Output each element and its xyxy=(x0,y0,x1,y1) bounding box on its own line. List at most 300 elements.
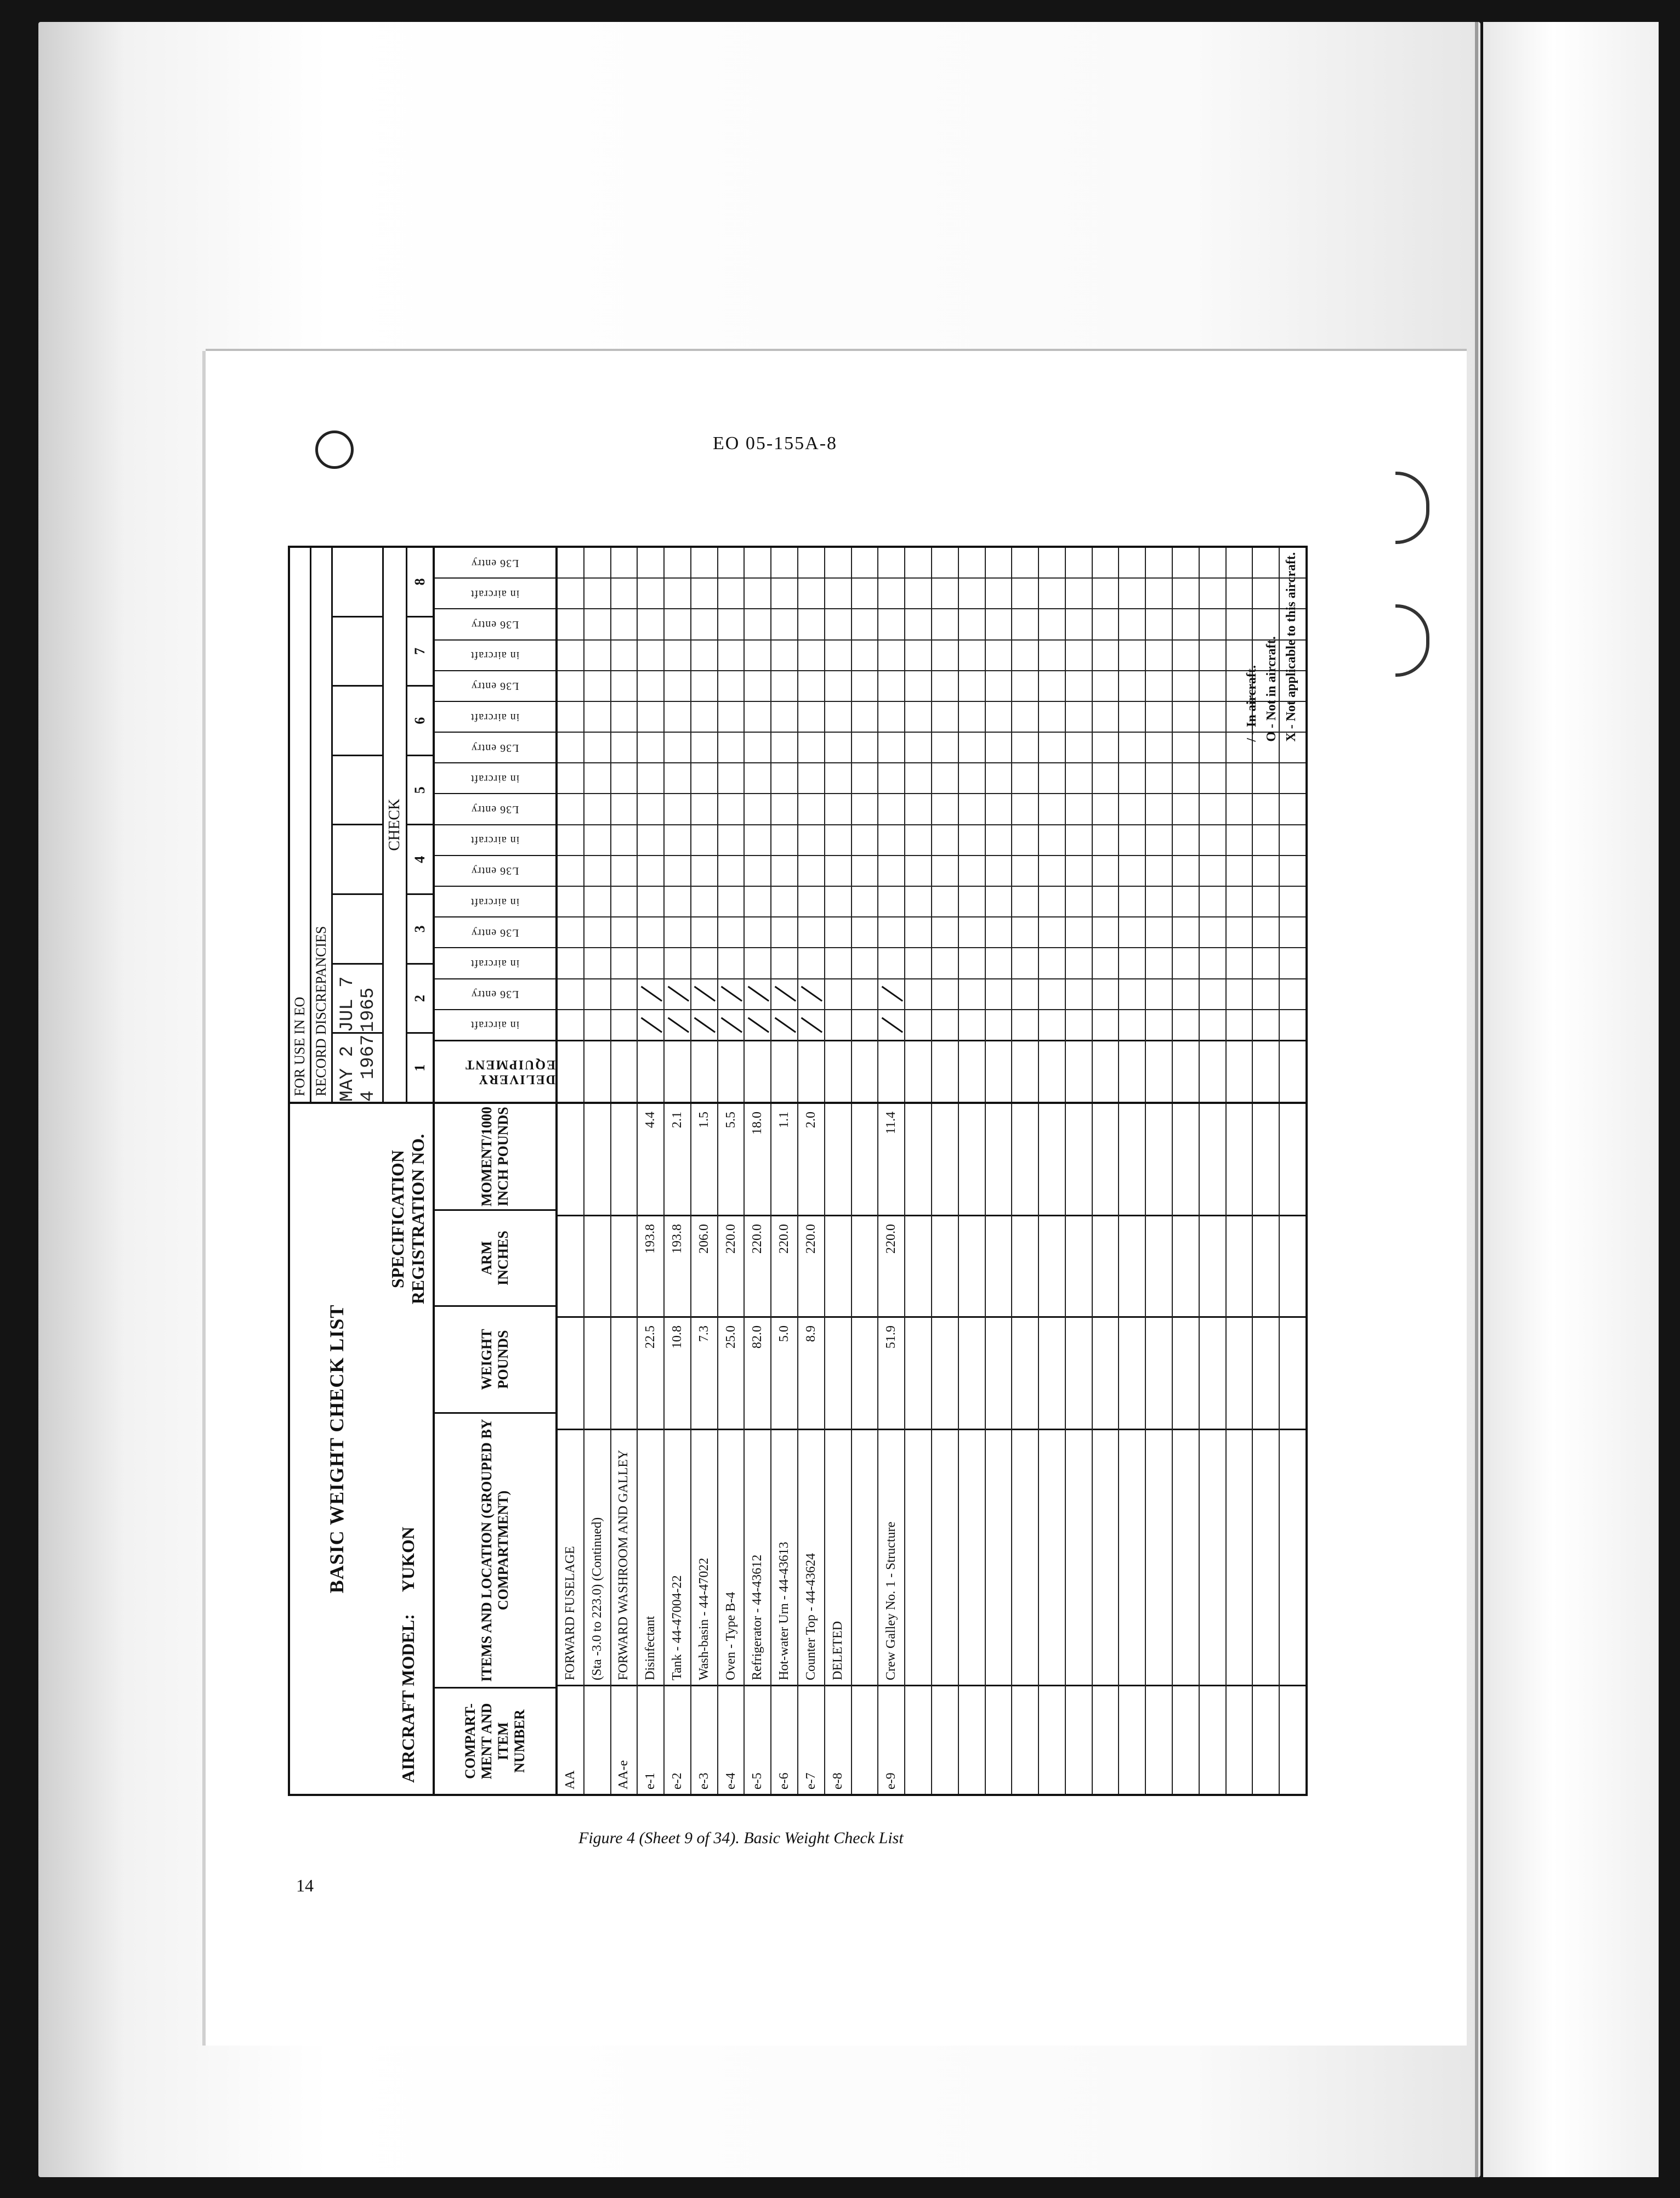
check-cell[interactable] xyxy=(932,548,958,577)
check-cell[interactable] xyxy=(986,916,1012,947)
check-cell[interactable] xyxy=(771,670,797,701)
check-cell[interactable] xyxy=(1227,762,1252,793)
check-cell[interactable] xyxy=(1227,886,1252,916)
check-cell[interactable] xyxy=(1200,916,1225,947)
check-cell[interactable] xyxy=(1066,947,1092,978)
check-cell[interactable] xyxy=(1012,608,1038,639)
check-cell[interactable] xyxy=(1066,762,1092,793)
check-cell[interactable] xyxy=(611,794,637,824)
check-cell[interactable] xyxy=(1093,670,1119,701)
check-cell[interactable] xyxy=(905,608,931,639)
check-cell[interactable] xyxy=(1173,639,1199,670)
check-cell[interactable] xyxy=(1280,1009,1306,1040)
check-cell[interactable] xyxy=(1227,824,1252,855)
check-cell[interactable] xyxy=(986,794,1012,824)
check-cell[interactable] xyxy=(852,670,878,701)
check-cell[interactable] xyxy=(798,947,824,978)
check-cell[interactable] xyxy=(1012,1009,1038,1040)
check-cell[interactable] xyxy=(1146,978,1172,1009)
check-cell[interactable] xyxy=(1119,824,1145,855)
check-cell[interactable] xyxy=(1253,824,1279,855)
check-cell[interactable] xyxy=(878,824,904,855)
check-cell[interactable] xyxy=(932,670,958,701)
check-cell[interactable] xyxy=(1146,577,1172,608)
check-cell[interactable] xyxy=(1253,978,1279,1009)
check-cell[interactable] xyxy=(718,577,744,608)
check-cell[interactable] xyxy=(1200,978,1225,1009)
check-cell[interactable] xyxy=(584,577,610,608)
check-cell[interactable] xyxy=(638,947,663,978)
check-cell[interactable] xyxy=(959,947,985,978)
check-cell[interactable] xyxy=(1093,762,1119,793)
check-cell[interactable] xyxy=(852,947,878,978)
check-cell[interactable] xyxy=(932,978,958,1009)
check-cell[interactable] xyxy=(798,824,824,855)
check-cell[interactable] xyxy=(1093,886,1119,916)
check-cell[interactable] xyxy=(1039,886,1065,916)
check-cell[interactable] xyxy=(745,886,770,916)
check-cell[interactable] xyxy=(718,947,744,978)
check-cell[interactable] xyxy=(718,762,744,793)
check-cell[interactable] xyxy=(665,608,690,639)
check-cell[interactable] xyxy=(611,608,637,639)
check-cell[interactable] xyxy=(638,608,663,639)
check-cell[interactable] xyxy=(1066,732,1092,762)
check-cell[interactable] xyxy=(718,639,744,670)
check-cell[interactable] xyxy=(1200,855,1225,886)
check-cell[interactable] xyxy=(558,886,583,916)
check-cell[interactable] xyxy=(878,1009,904,1040)
check-cell[interactable] xyxy=(771,639,797,670)
check-cell[interactable] xyxy=(798,701,824,732)
check-cell[interactable] xyxy=(798,762,824,793)
check-cell[interactable] xyxy=(745,762,770,793)
check-cell[interactable] xyxy=(718,916,744,947)
check-cell[interactable] xyxy=(1039,670,1065,701)
check-cell[interactable] xyxy=(905,639,931,670)
check-cell[interactable] xyxy=(584,639,610,670)
check-cell[interactable] xyxy=(558,639,583,670)
check-cell[interactable] xyxy=(611,577,637,608)
check-cell[interactable] xyxy=(584,886,610,916)
check-cell[interactable] xyxy=(691,855,717,886)
check-cell[interactable] xyxy=(771,548,797,577)
check-cell[interactable] xyxy=(825,608,851,639)
check-cell[interactable] xyxy=(959,639,985,670)
check-cell[interactable] xyxy=(1039,978,1065,1009)
check-cell[interactable] xyxy=(1066,886,1092,916)
check-cell[interactable] xyxy=(1146,639,1172,670)
check-cell[interactable] xyxy=(1253,794,1279,824)
check-cell[interactable] xyxy=(584,916,610,947)
check-cell[interactable] xyxy=(1280,855,1306,886)
check-cell[interactable] xyxy=(878,855,904,886)
check-cell[interactable] xyxy=(665,577,690,608)
check-cell[interactable] xyxy=(825,762,851,793)
check-cell[interactable] xyxy=(1146,1009,1172,1040)
check-cell[interactable] xyxy=(1119,916,1145,947)
check-cell[interactable] xyxy=(1093,794,1119,824)
check-cell[interactable] xyxy=(878,670,904,701)
check-cell[interactable] xyxy=(1039,1009,1065,1040)
check-cell[interactable] xyxy=(986,577,1012,608)
check-cell[interactable] xyxy=(638,670,663,701)
check-cell[interactable] xyxy=(1173,886,1199,916)
check-cell[interactable] xyxy=(798,916,824,947)
check-cell[interactable] xyxy=(745,916,770,947)
check-cell[interactable] xyxy=(825,824,851,855)
check-cell[interactable] xyxy=(1173,701,1199,732)
check-cell[interactable] xyxy=(638,886,663,916)
check-cell[interactable] xyxy=(638,916,663,947)
check-cell[interactable] xyxy=(1119,548,1145,577)
check-cell[interactable] xyxy=(665,947,690,978)
check-cell[interactable] xyxy=(905,762,931,793)
check-cell[interactable] xyxy=(691,886,717,916)
check-cell[interactable] xyxy=(1119,886,1145,916)
check-cell[interactable] xyxy=(638,701,663,732)
check-cell[interactable] xyxy=(959,916,985,947)
check-cell[interactable] xyxy=(718,548,744,577)
check-cell[interactable] xyxy=(1253,762,1279,793)
check-cell[interactable] xyxy=(558,608,583,639)
check-cell[interactable] xyxy=(611,670,637,701)
check-cell[interactable] xyxy=(1200,886,1225,916)
check-cell[interactable] xyxy=(1093,577,1119,608)
check-cell[interactable] xyxy=(638,548,663,577)
check-cell[interactable] xyxy=(1066,577,1092,608)
check-cell[interactable] xyxy=(959,978,985,1009)
check-cell[interactable] xyxy=(1200,947,1225,978)
check-cell[interactable] xyxy=(986,947,1012,978)
check-cell[interactable] xyxy=(959,548,985,577)
check-cell[interactable] xyxy=(1227,916,1252,947)
check-cell[interactable] xyxy=(905,886,931,916)
check-cell[interactable] xyxy=(1066,1009,1092,1040)
check-cell[interactable] xyxy=(691,947,717,978)
check-cell[interactable] xyxy=(665,701,690,732)
check-cell[interactable] xyxy=(878,732,904,762)
check-cell[interactable] xyxy=(932,608,958,639)
check-cell[interactable] xyxy=(745,1009,770,1040)
check-cell[interactable] xyxy=(1093,548,1119,577)
check-cell[interactable] xyxy=(638,978,663,1009)
check-cell[interactable] xyxy=(1012,947,1038,978)
check-cell[interactable] xyxy=(1119,577,1145,608)
check-cell[interactable] xyxy=(1146,608,1172,639)
check-cell[interactable] xyxy=(1200,762,1225,793)
check-cell[interactable] xyxy=(1173,947,1199,978)
check-cell[interactable] xyxy=(665,639,690,670)
check-cell[interactable] xyxy=(905,916,931,947)
check-cell[interactable] xyxy=(825,1009,851,1040)
check-cell[interactable] xyxy=(798,886,824,916)
check-cell[interactable] xyxy=(1253,886,1279,916)
check-cell[interactable] xyxy=(1280,762,1306,793)
check-cell[interactable] xyxy=(558,978,583,1009)
check-cell[interactable] xyxy=(878,947,904,978)
check-cell[interactable] xyxy=(986,886,1012,916)
check-cell[interactable] xyxy=(959,855,985,886)
check-cell[interactable] xyxy=(932,916,958,947)
check-cell[interactable] xyxy=(691,639,717,670)
check-cell[interactable] xyxy=(558,855,583,886)
check-cell[interactable] xyxy=(638,855,663,886)
check-cell[interactable] xyxy=(718,701,744,732)
check-cell[interactable] xyxy=(932,732,958,762)
check-cell[interactable] xyxy=(558,916,583,947)
check-cell[interactable] xyxy=(771,978,797,1009)
check-cell[interactable] xyxy=(584,670,610,701)
check-cell[interactable] xyxy=(905,732,931,762)
check-cell[interactable] xyxy=(852,824,878,855)
check-cell[interactable] xyxy=(1093,701,1119,732)
check-cell[interactable] xyxy=(852,548,878,577)
check-cell[interactable] xyxy=(558,762,583,793)
check-cell[interactable] xyxy=(745,639,770,670)
check-cell[interactable] xyxy=(1146,762,1172,793)
check-cell[interactable] xyxy=(665,548,690,577)
check-cell[interactable] xyxy=(1093,732,1119,762)
check-cell[interactable] xyxy=(771,916,797,947)
check-cell[interactable] xyxy=(852,608,878,639)
check-cell[interactable] xyxy=(986,978,1012,1009)
check-cell[interactable] xyxy=(959,608,985,639)
check-cell[interactable] xyxy=(1066,608,1092,639)
check-cell[interactable] xyxy=(718,732,744,762)
check-cell[interactable] xyxy=(1066,855,1092,886)
check-cell[interactable] xyxy=(1253,1009,1279,1040)
check-cell[interactable] xyxy=(1119,855,1145,886)
check-cell[interactable] xyxy=(611,824,637,855)
check-cell[interactable] xyxy=(558,947,583,978)
check-cell[interactable] xyxy=(825,794,851,824)
check-cell[interactable] xyxy=(932,794,958,824)
check-cell[interactable] xyxy=(825,978,851,1009)
check-cell[interactable] xyxy=(1146,855,1172,886)
check-cell[interactable] xyxy=(584,732,610,762)
check-cell[interactable] xyxy=(584,978,610,1009)
check-cell[interactable] xyxy=(878,701,904,732)
check-cell[interactable] xyxy=(665,916,690,947)
check-cell[interactable] xyxy=(718,608,744,639)
check-cell[interactable] xyxy=(905,978,931,1009)
check-cell[interactable] xyxy=(1093,608,1119,639)
check-cell[interactable] xyxy=(905,824,931,855)
check-cell[interactable] xyxy=(1253,916,1279,947)
check-cell[interactable] xyxy=(1093,916,1119,947)
check-cell[interactable] xyxy=(1173,577,1199,608)
check-cell[interactable] xyxy=(1093,947,1119,978)
check-cell[interactable] xyxy=(611,732,637,762)
check-cell[interactable] xyxy=(1093,824,1119,855)
check-cell[interactable] xyxy=(745,855,770,886)
check-cell[interactable] xyxy=(878,639,904,670)
check-cell[interactable] xyxy=(1173,855,1199,886)
check-cell[interactable] xyxy=(665,824,690,855)
check-cell[interactable] xyxy=(1039,947,1065,978)
check-cell[interactable] xyxy=(1066,670,1092,701)
check-cell[interactable] xyxy=(611,548,637,577)
check-cell[interactable] xyxy=(665,794,690,824)
check-cell[interactable] xyxy=(1012,639,1038,670)
check-cell[interactable] xyxy=(1066,794,1092,824)
check-cell[interactable] xyxy=(878,577,904,608)
check-cell[interactable] xyxy=(1012,577,1038,608)
check-cell[interactable] xyxy=(1173,608,1199,639)
check-cell[interactable] xyxy=(959,824,985,855)
check-cell[interactable] xyxy=(986,732,1012,762)
check-cell[interactable] xyxy=(932,1009,958,1040)
check-cell[interactable] xyxy=(986,762,1012,793)
check-cell[interactable] xyxy=(1012,548,1038,577)
check-cell[interactable] xyxy=(798,794,824,824)
check-cell[interactable] xyxy=(1200,670,1225,701)
check-cell[interactable] xyxy=(986,1009,1012,1040)
check-cell[interactable] xyxy=(584,947,610,978)
check-cell[interactable] xyxy=(878,762,904,793)
check-cell[interactable] xyxy=(852,978,878,1009)
check-cell[interactable] xyxy=(558,577,583,608)
check-cell[interactable] xyxy=(611,947,637,978)
check-cell[interactable] xyxy=(1146,732,1172,762)
check-cell[interactable] xyxy=(1200,701,1225,732)
check-cell[interactable] xyxy=(1012,855,1038,886)
check-cell[interactable] xyxy=(986,670,1012,701)
check-cell[interactable] xyxy=(1253,947,1279,978)
check-cell[interactable] xyxy=(1227,978,1252,1009)
check-cell[interactable] xyxy=(745,824,770,855)
check-cell[interactable] xyxy=(1119,608,1145,639)
check-cell[interactable] xyxy=(959,762,985,793)
check-cell[interactable] xyxy=(932,947,958,978)
check-cell[interactable] xyxy=(611,916,637,947)
check-cell[interactable] xyxy=(959,701,985,732)
check-cell[interactable] xyxy=(878,886,904,916)
check-cell[interactable] xyxy=(905,670,931,701)
check-cell[interactable] xyxy=(1227,947,1252,978)
check-cell[interactable] xyxy=(959,886,985,916)
check-cell[interactable] xyxy=(798,639,824,670)
check-cell[interactable] xyxy=(852,794,878,824)
check-cell[interactable] xyxy=(584,794,610,824)
check-cell[interactable] xyxy=(905,548,931,577)
check-cell[interactable] xyxy=(1173,794,1199,824)
check-cell[interactable] xyxy=(611,978,637,1009)
check-cell[interactable] xyxy=(771,732,797,762)
check-cell[interactable] xyxy=(986,608,1012,639)
check-cell[interactable] xyxy=(718,1009,744,1040)
check-cell[interactable] xyxy=(558,548,583,577)
check-cell[interactable] xyxy=(1119,794,1145,824)
check-cell[interactable] xyxy=(691,1009,717,1040)
check-cell[interactable] xyxy=(638,762,663,793)
check-cell[interactable] xyxy=(1012,886,1038,916)
check-cell[interactable] xyxy=(1066,639,1092,670)
check-cell[interactable] xyxy=(611,886,637,916)
check-cell[interactable] xyxy=(611,639,637,670)
check-cell[interactable] xyxy=(852,701,878,732)
check-cell[interactable] xyxy=(665,855,690,886)
check-cell[interactable] xyxy=(798,855,824,886)
check-cell[interactable] xyxy=(745,978,770,1009)
check-cell[interactable] xyxy=(1280,978,1306,1009)
check-cell[interactable] xyxy=(665,886,690,916)
check-cell[interactable] xyxy=(1200,732,1225,762)
check-cell[interactable] xyxy=(584,701,610,732)
check-cell[interactable] xyxy=(771,1009,797,1040)
check-cell[interactable] xyxy=(986,824,1012,855)
check-cell[interactable] xyxy=(798,577,824,608)
check-cell[interactable] xyxy=(1039,916,1065,947)
check-cell[interactable] xyxy=(718,824,744,855)
check-cell[interactable] xyxy=(638,794,663,824)
check-cell[interactable] xyxy=(584,762,610,793)
check-cell[interactable] xyxy=(1066,824,1092,855)
check-cell[interactable] xyxy=(691,701,717,732)
check-cell[interactable] xyxy=(1200,608,1225,639)
check-cell[interactable] xyxy=(665,1009,690,1040)
check-cell[interactable] xyxy=(638,732,663,762)
check-cell[interactable] xyxy=(1119,732,1145,762)
check-cell[interactable] xyxy=(691,732,717,762)
check-cell[interactable] xyxy=(771,794,797,824)
check-cell[interactable] xyxy=(1093,855,1119,886)
check-cell[interactable] xyxy=(825,916,851,947)
check-cell[interactable] xyxy=(771,608,797,639)
check-cell[interactable] xyxy=(1093,639,1119,670)
check-cell[interactable] xyxy=(638,577,663,608)
check-cell[interactable] xyxy=(665,670,690,701)
check-cell[interactable] xyxy=(1093,1009,1119,1040)
check-cell[interactable] xyxy=(932,639,958,670)
check-cell[interactable] xyxy=(745,947,770,978)
check-cell[interactable] xyxy=(1146,701,1172,732)
check-cell[interactable] xyxy=(745,732,770,762)
check-cell[interactable] xyxy=(558,701,583,732)
check-cell[interactable] xyxy=(558,732,583,762)
check-cell[interactable] xyxy=(584,855,610,886)
check-cell[interactable] xyxy=(798,670,824,701)
check-cell[interactable] xyxy=(1039,732,1065,762)
check-cell[interactable] xyxy=(691,762,717,793)
check-cell[interactable] xyxy=(1200,639,1225,670)
check-cell[interactable] xyxy=(1119,762,1145,793)
check-cell[interactable] xyxy=(878,978,904,1009)
check-cell[interactable] xyxy=(852,762,878,793)
check-cell[interactable] xyxy=(611,701,637,732)
check-cell[interactable] xyxy=(1173,548,1199,577)
check-cell[interactable] xyxy=(852,916,878,947)
check-cell[interactable] xyxy=(959,732,985,762)
check-cell[interactable] xyxy=(905,577,931,608)
check-cell[interactable] xyxy=(932,577,958,608)
check-cell[interactable] xyxy=(1173,732,1199,762)
check-cell[interactable] xyxy=(959,794,985,824)
check-cell[interactable] xyxy=(611,855,637,886)
check-cell[interactable] xyxy=(691,978,717,1009)
check-cell[interactable] xyxy=(1173,978,1199,1009)
check-cell[interactable] xyxy=(798,548,824,577)
check-cell[interactable] xyxy=(825,548,851,577)
check-cell[interactable] xyxy=(1146,548,1172,577)
check-cell[interactable] xyxy=(1173,916,1199,947)
check-cell[interactable] xyxy=(1146,916,1172,947)
check-cell[interactable] xyxy=(1039,701,1065,732)
check-cell[interactable] xyxy=(1200,577,1225,608)
check-cell[interactable] xyxy=(1200,794,1225,824)
check-cell[interactable] xyxy=(825,886,851,916)
